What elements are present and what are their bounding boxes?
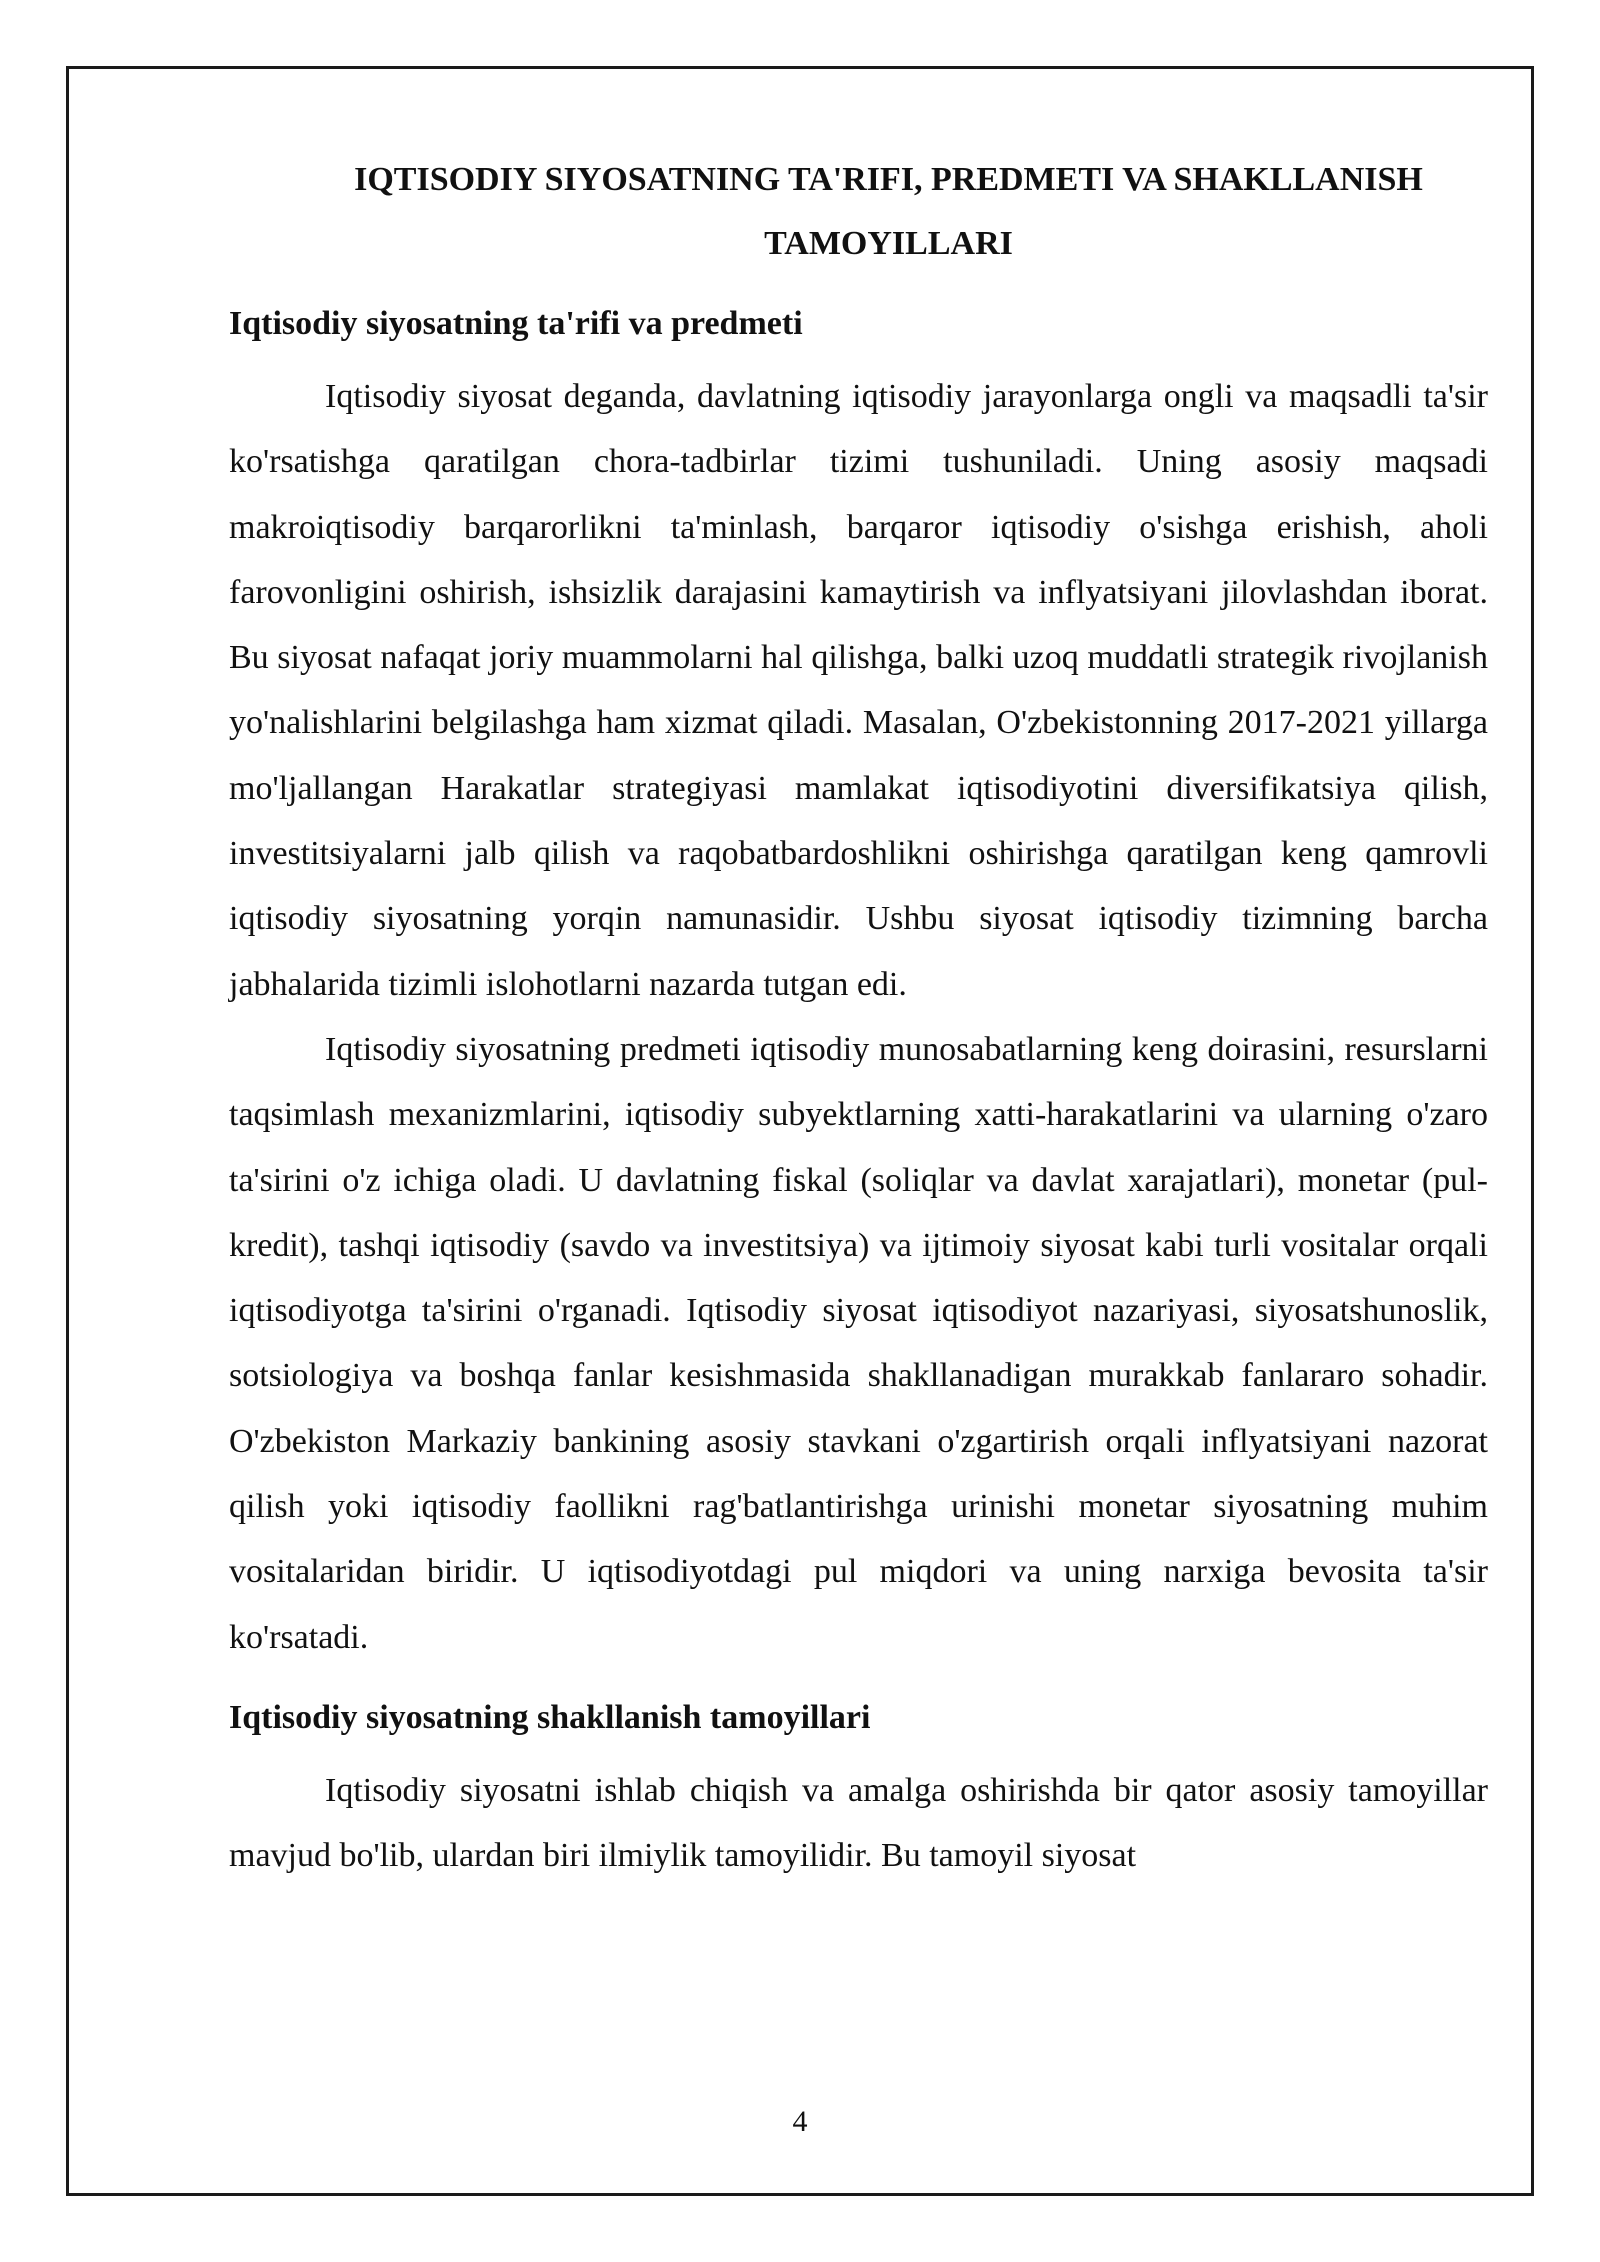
- document-body: [229, 148, 1488, 1889]
- paragraph-principles: Iqtisodiy siyosatni ishlab chiqish va amalga oshirishda bir qator asosiy tamoyillar mavjud bo'lib, ulardan biri ilmiylik tamoyilidir. Bu tamoyil siyosat: [229, 1771, 1488, 1875]
- paragraph-definition: Iqtisodiy siyosat deganda, davlatning iqtisodiy jarayonlarga ongli va maqsadli ta'sir ko'rsatishga qaratilgan chora-tadbirlar tizimi tushuniladi. Uning asosiy maqsadi makroiqtisodiy barqarorlikni ta'minlash, barqaror iqtisodiy o'sishga erishish, aholi farovonligini oshirish, ishsizlik darajasini kamaytirish va inflyatsiyani jilovlashdan iborat. Bu siyosat nafaqat joriy muammolarni hal qilishga, balki uzoq muddatli strategik rivojlanish yo'nalishlarini belgilashga ham xizmat qiladi. Masalan, O'zbekistonning 2017-2021 yillarga mo'ljallangan Harakatlar strategiyasi mamlakat iqtisodiyotini diversifikatsiya qilish, investitsiyalarni jalb qilish va raqobatbardoshlikni oshirishga qaratilgan keng qamrovli iqtisodiy siyosatning yorqin namunasidir. Ushbu siyosat iqtisodiy tizimning barcha jabhalarida tizimli islohotlarni nazarda tutgan edi.: [229, 378, 1488, 1003]
- section-heading-principles: Iqtisodiy siyosatning shakllanish tamoyillari: [229, 1698, 871, 1736]
- paragraph-subject: Iqtisodiy siyosatning predmeti iqtisodiy munosabatlarning keng doirasini, resurslarni taqsimlash mexanizmlarini, iqtisodiy subyektlarning xatti-harakatlarini va ularning o'zaro ta'sirini o'z ichiga oladi. U davlatning fiskal (soliqlar va davlat xarajatlari), monetar (pul-kredit), tashqi iqtisodiy (savdo va investitsiya) va ijtimoiy siyosat kabi turli vositalar orqali iqtisodiyotga ta'sirini o'rganadi. Iqtisodiy siyosat iqtisodiyot nazariyasi, siyosatshunoslik, sotsiologiya va boshqa fanlar kesishmasida shakllanadigan murakkab fanlararo sohadir. O'zbekiston Markaziy bankining asosiy stavkani o'zgartirish orqali inflyatsiyani nazorat qilish yoki iqtisodiy faollikni rag'batlantirishga urinishi monetar siyosatning muhim vositalaridan biridir. U iqtisodiyotdagi pul miqdori va uning narxiga bevosita ta'sir ko'rsatadi.: [229, 1030, 1488, 1656]
- section-heading-definition: Iqtisodiy siyosatning ta'rifi va predmeti: [229, 305, 803, 342]
- document-title: IQTISODIY SIYOSATNING TA'RIFI, PREDMETI VA SHAKLLANISH TAMOYILLARI: [354, 161, 1423, 262]
- page-number: 4: [792, 2105, 808, 2138]
